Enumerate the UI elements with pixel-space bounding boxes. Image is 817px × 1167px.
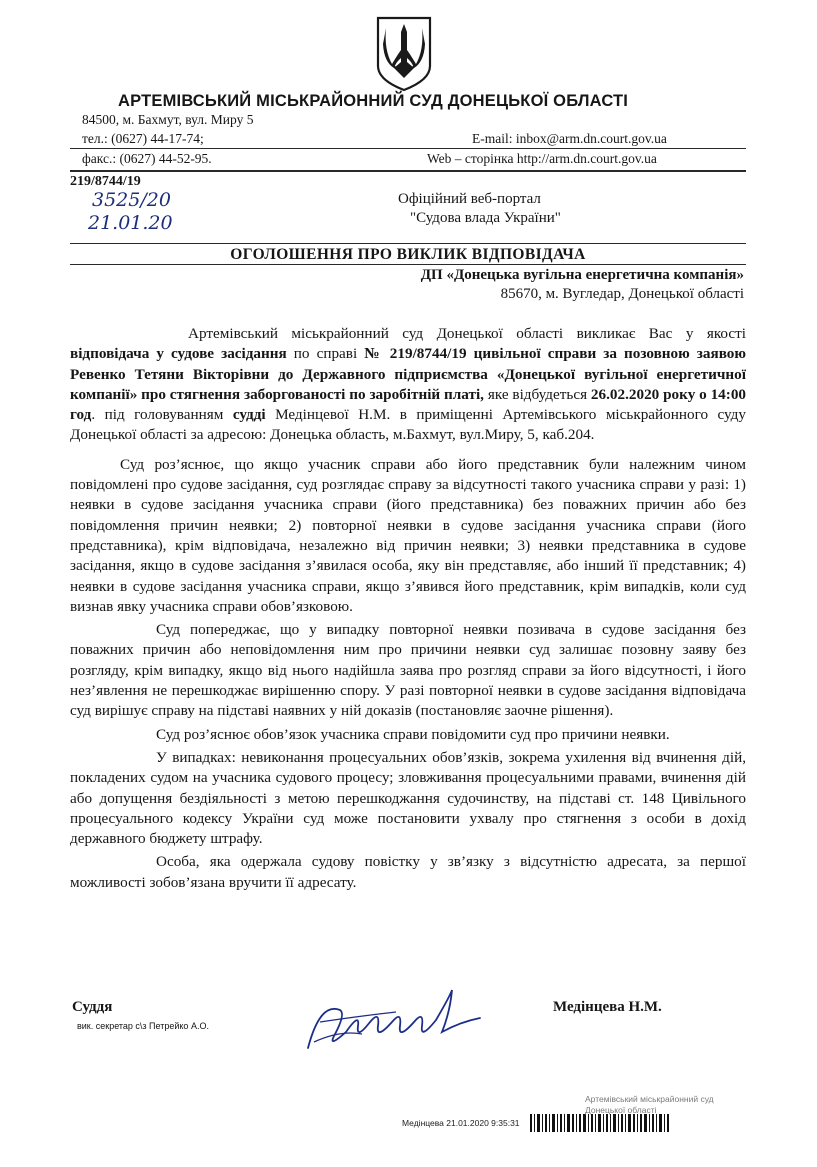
electronic-stamp: Медінцева 21.01.2020 9:35:31 <box>402 1118 520 1128</box>
coat-of-arms-icon <box>372 14 436 92</box>
court-name: АРТЕМІВСЬКИЙ МІСЬКРАЙОННИЙ СУД ДОНЕЦЬКОЇ ОБЛАСТІ <box>118 92 629 110</box>
barcode-icon <box>530 1114 670 1132</box>
court-phone: тел.: (0627) 44-17-74; <box>82 131 204 146</box>
addressee-address: 85670, м. Вугледар, Донецької області <box>500 286 744 302</box>
court-email: E-mail: inbox@arm.dn.court.gov.ua <box>472 131 667 146</box>
paragraph-delivery: Особа, яка одержала судову повістку у зв’язку з відсутністю адресата, за першої можливості зобов’язана вручити її адресату. <box>70 853 746 891</box>
announcement-body <box>70 324 746 893</box>
judge-label: Суддя <box>72 999 113 1015</box>
header-divider-1 <box>70 148 746 149</box>
court-address: 84500, м. Бахмут, вул. Миру 5 <box>82 112 254 127</box>
paragraph-fine: У випадках: невиконання процесуальних обов’язків, зокрема ухилення від вчинення дій, покладених судом на учасника судового процесу; зловживання процесуальними правами, вчинення дій або допущення бездіяльності з метою перешкоджання судочинству, на підставі ст. 148 Цивільного процесуального кодексу України суд може постановити ухвалу про стягнення з особи в дохід державного бюджету штрафу. <box>70 748 746 848</box>
portal-line-1: Офіційний веб-портал <box>398 191 541 207</box>
portal-recipient <box>398 190 561 228</box>
judge-signature <box>300 982 485 1062</box>
paragraph-duty: Суд роз’яснює обов’язок учасника справи повідомити суд про причини неявки. <box>156 725 670 743</box>
case-number: 219/8744/19 <box>70 174 141 189</box>
addressee-name: ДП «Донецька вугільна енергетична компанія» <box>420 267 744 283</box>
court-fax: факс.: (0627) 44-52-95. <box>82 151 212 166</box>
handwritten-reference: 3525/20 <box>92 189 171 211</box>
secretary-note: вик. секретар с\з Петрейко А.О. <box>77 1021 209 1031</box>
court-web: Web – сторінка http://arm.dn.court.gov.ua <box>427 151 657 166</box>
faded-court-stamp: Артемівський міськрайонний суд Донецької області <box>585 1094 714 1115</box>
handwritten-date: 21.01.20 <box>88 212 173 234</box>
portal-line-2: "Судова влада України" <box>410 210 561 226</box>
paragraph-absence-rules: Суд роз’яснює, що якщо учасник справи або його представник були належним чином повідомлені про судове засідання, суд розглядає справу за відсутності такого учасника справи у разі: 1) неявки в судове засідання учасника справи (його представника) без поважних причин або без повідомлення причин неявки; 2) повторної неявки в судове засідання учасника справи (його представника), крім відповідача, незалежно від причин неявки; 3) неявки представника в судове засідання, якщо в судове засідання з’явилася особа, яку він представляє, або інший її представник; 4) неявки в судове засідання учасника справи, якщо з’явився його представник, крім випадків, коли суд визнав явку учасника справи обов’язковою. <box>70 455 746 615</box>
announcement-title: ОГОЛОШЕННЯ ПРО ВИКЛИК ВІДПОВІДАЧА <box>230 246 586 263</box>
paragraph-warning: Суд попереджає, що у випадку повторної неявки позивача в судове засідання без поважних причин або неповідомлення ним про причини неявки суд залишає позовну заяву без розгляду, крім випадку, якщо від нього надійшла заява про розгляд справи за його відсутності, і його нез’явлення не перешкоджає вирішенню спору. У разі повторної неявки в судове засідання відповідача суд вирішує справу на підставі наявних у ній доказів (постановляє заочне рішення). <box>70 621 746 720</box>
title-rule-bottom <box>70 264 746 265</box>
judge-name: Медінцева Н.М. <box>553 999 662 1015</box>
title-rule-top <box>70 243 746 244</box>
header-divider-2 <box>70 170 746 172</box>
paragraph-summons: Артемівський міськрайонний суд Донецької області викликає Вас у якості відповідача у судове засідання по справі № 219/8744/19 цивільної справи за позовною заявою Ревенко Тетяни Вікторівни до Державного підприємства «Донецької вугільної енергетичної компанії» про стягнення заборгованості по заробітній платі, яке відбудеться 26.02.2020 року о 14:00 год. під головуванням судді Медінцевої Н.М. в приміщенні Артемівського міськрайонного суду Донецької області за адресою: Донецька область, м.Бахмут, вул.Миру, 5, каб.204. <box>70 325 747 444</box>
